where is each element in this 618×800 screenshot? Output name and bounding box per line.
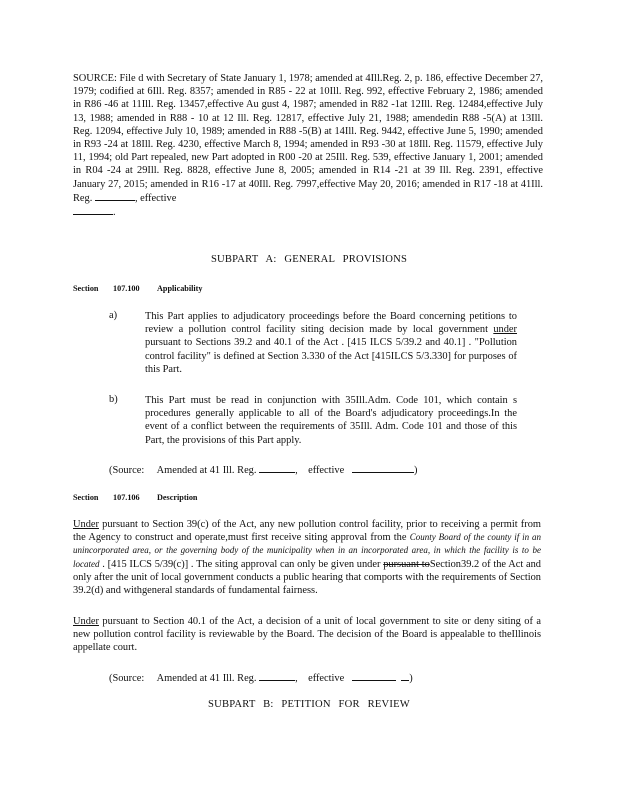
- section-number: 107.106: [113, 493, 140, 502]
- note-amended: Amended at 41 Ill. Reg.: [156, 673, 257, 684]
- source-text: SOURCE: File d with Secretary of State January 1, 1978; amended at 4Ill.Reg. 2, p. 186, effective December 27, 1979; codified at 6Ill. Reg. 8357; amended in R85 - 22 at 10Ill. Reg. 992, effective February 2, 1986; amended in R86 -46 at 11Ill. Reg. 13457,effective Au gust 4, 1987; amended in R82 -1at 12Ill. Reg. 12484,effective July 13, 1988; amended in R88 - 10 at 12 Ill. Reg. 12817, effective July 21, 1988; amendedin R88 -5(A) at 13Ill. Reg. 12094, effective July 10, 1989; amended in R88 -5(B) at 14Ill. Reg. 9442, effective June 5, 1990; amended in R93 -24 at 18Ill. Reg. 4230, effective March 8, 1994; amended in R93 -30 at 18Ill. Reg. 11579, effective July 11, 1994; old Part repealed, new Part adopted in R00 -20 at 25Ill. Reg. 539, effective January 1, 2001; amended in R04 -24 at 29Ill. Reg. 8828, effective June 8, 2005; amended in R14 -21 at 39 Ill. Reg. 2391, effective January 27, 2015; amended in R16 -17 at 40Ill. Reg. 7997,effective May 20, 2016; amended in R17 -18 at 41Ill. Reg.: [73, 73, 543, 204]
- section-number: 107.100: [113, 284, 140, 293]
- section-107-106-paragraph-1: [73, 518, 541, 597]
- note-close: ): [414, 465, 418, 476]
- item-a-part-2: pursuant to Sections 39.2 and 40.1 of the Act . [415 ILCS 5/39.2 and 40.1] . "Pollution control facility" is defined at Section 3.330 of the Act [415ILCS 5/3.330] for purposes of this Part.: [145, 337, 517, 375]
- subpart-b-heading: SUBPART B: PETITION FOR REVIEW: [208, 699, 410, 710]
- subpart-a-heading: SUBPART A: GENERAL PROVISIONS: [210, 254, 408, 265]
- section-107-106-source-note: (Source: Amended at 41 Ill. Reg. , effective ): [109, 673, 413, 684]
- item-a-part-1: This Part applies to adjudicatory proceedings before the Board concerning petitions to review a pollution control facility siting decision made by local government: [145, 311, 517, 336]
- section-label: Section: [73, 284, 99, 293]
- blank-effective-date: [73, 205, 113, 215]
- para1-text-1: pursuant to Section 39(c) of the Act, any new pollution control facility, prior to receiving a permit from the Agency to construct and operate,must first receive siting approval from the: [73, 519, 541, 544]
- para2-under: Under: [73, 616, 99, 627]
- section-107-106-paragraph-2: [73, 615, 541, 655]
- section-title: Applicability: [157, 284, 203, 293]
- section-107-100-source-note: (Source: Amended at 41 Ill. Reg. , effective ): [109, 465, 418, 476]
- source-note: SOURCE: File d with Secretary of State January 1, 1978; amended at 4Ill.Reg. 2, p. 186, effective December 27, 1979; codified at 6Ill. Reg. 8357; amended in R85 - 22 at 10Ill. Reg. 992, effective February 2, 1986; amended in R86 -46 at 11Ill. Reg. 13457,effective Au gust 4, 1987; amended in R82 -1at 12Ill. Reg. 12484,effective July 13, 1988; amended in R88 - 10 at 12 Ill. Reg. 12817, effective July 21, 1988; amendedin R88 -5(A) at 13Ill. Reg. 12094, effective July 10, 1989; amended in R88 -5(B) at 14Ill. Reg. 9442, effective June 5, 1990; amended in R93 -24 at 18Ill. Reg. 4230, effective March 8, 1994; amended in R93 -30 at 18Ill. Reg. 11579, effective July 11, 1994; old Part repealed, new Part adopted in R00 -20 at 25Ill. Reg. 539, effective January 1, 2001; amended in R04 -24 at 29Ill. Reg. 8828, effective June 8, 2005; amended in R14 -21 at 39 Ill. Reg. 2391, effective January 27, 2015; amended in R16 -17 at 40Ill. Reg. 7997,effective May 20, 2016; amended in R17 -18 at 41Ill. Reg. , effective .: [73, 73, 543, 219]
- para1-struck-text: pursuant to: [383, 558, 430, 570]
- item-b-text: This Part must be read in conjunction with 35Ill.Adm. Code 101, which contain s procedures generally applicable to all of the Board's adjudicatory proceedings.In the event of a conflict between the requirements of 35Ill. Adm. Code 101 and those of this Part, the provisions of this Part apply.: [145, 395, 517, 446]
- item-a-text: [145, 310, 517, 376]
- section-label: Section: [73, 493, 99, 502]
- note-blank-date: [352, 671, 396, 681]
- section-title: Description: [157, 493, 198, 502]
- source-end-mark: .: [113, 207, 116, 219]
- source-effective-label: effective: [140, 192, 177, 204]
- note-prefix: (Source:: [109, 673, 145, 684]
- para2-text: pursuant to Section 40.1 of the Act, a decision of a unit of local government to site or deny siting of a new pollution control facility is reviewable by the Board. The decision of the Board is appealable to theIllinois appellate court.: [73, 616, 541, 654]
- item-b-label: b): [109, 394, 118, 405]
- note-effective: effective: [308, 465, 345, 476]
- item-a-underlined-word: under: [493, 324, 517, 336]
- para1-text-3: Section39.2 of the Act and only after the unit of local government conducts a public hearing that comports with the requirements of Section 39.2(d) and withgeneral standards of fundamental fairness.: [73, 558, 541, 597]
- note-amended: Amended at 41 Ill. Reg.: [156, 465, 257, 476]
- item-a-label: a): [109, 310, 118, 321]
- note-blank-reg: [259, 671, 295, 681]
- blank-reg-number: [95, 191, 135, 201]
- para1-under: Under: [73, 519, 99, 530]
- note-effective: effective: [308, 673, 345, 684]
- section-107-106-heading: [73, 493, 198, 502]
- note-prefix: (Source:: [109, 465, 145, 476]
- note-blank-reg: [259, 463, 295, 473]
- note-blank-date: [352, 463, 414, 473]
- para1-italic-quote: County Board of the county if in an unincorporated area, or the governing body of the municipality when in an incorporated area, in which the facility is to be located: [73, 532, 541, 569]
- para1-text-2: . [415 ILCS 5/39(c)] . The siting approval can only be given under: [99, 558, 384, 570]
- section-107-100-heading: [73, 284, 203, 293]
- note-close: ): [409, 673, 413, 684]
